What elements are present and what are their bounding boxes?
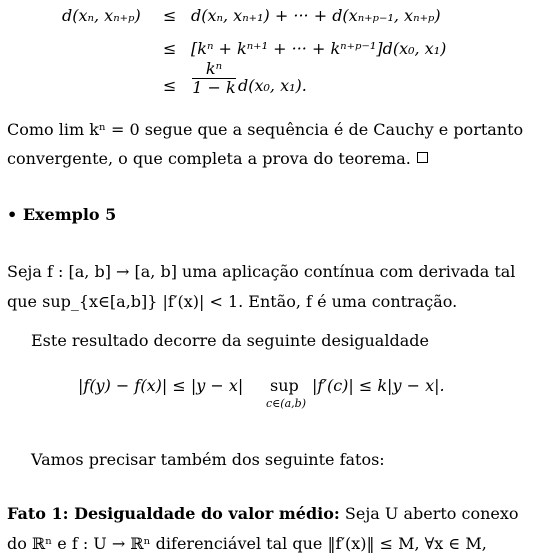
qed-square-icon bbox=[417, 152, 428, 163]
para3-line1: Este resultado decorre da seguinte desigualdade bbox=[31, 331, 429, 350]
ineq-rhs-3-tail: d(x₀, x₁). bbox=[238, 76, 307, 95]
bullet-icon: • bbox=[7, 205, 18, 224]
display2-sup: sup bbox=[270, 376, 299, 395]
display2-sub: c∈(a,b) bbox=[266, 397, 306, 410]
ineq-rel-3: ≤ bbox=[163, 76, 177, 95]
para1-line2-wrap bbox=[7, 149, 526, 169]
ineq-rhs-1: d(xₙ, xₙ₊₁) + ··· + d(xₙ₊ₚ₋₁, xₙ₊ₚ) bbox=[191, 6, 441, 25]
ineq-rhs-2: [kⁿ + kⁿ⁺¹ + ··· + kⁿ⁺ᵖ⁻¹]d(x₀, x₁) bbox=[191, 39, 447, 58]
para1-line1: Como lim kⁿ = 0 segue que a sequência é de Cauchy e portanto bbox=[7, 120, 524, 139]
ineq-lhs: d(xₙ, xₙ₊ₚ) bbox=[62, 6, 141, 25]
para1-line2: convergente, o que completa a prova do teorema. bbox=[7, 149, 411, 168]
display2-right: |f′(c)| ≤ k|y − x|. bbox=[312, 376, 445, 395]
example-heading bbox=[7, 205, 526, 225]
fraction-denominator: 1 − k bbox=[192, 78, 236, 97]
fato-line1-rest: Seja U aberto conexo bbox=[339, 504, 519, 523]
fraction-numerator: kⁿ bbox=[192, 60, 236, 79]
fato-line2: do ℝⁿ e f : U → ℝⁿ diferenciável tal que ‖f′(x)‖ ≤ M, ∀x ∈ M, bbox=[7, 534, 487, 553]
para4-line1: Vamos precisar também dos seguinte fatos: bbox=[31, 450, 385, 469]
fato-label: Fato 1: Desigualdade do valor médio: bbox=[7, 504, 340, 523]
display2-left: |f(y) − f(x)| ≤ |y − x| bbox=[78, 376, 244, 395]
para2-line2: que sup_{x∈[a,b]} |f′(x)| < 1. Então, f é uma contração. bbox=[7, 292, 458, 311]
ineq-rel-1: ≤ bbox=[163, 6, 177, 25]
example-title: Exemplo 5 bbox=[22, 205, 117, 224]
para2-line1: Seja f : [a, b] → [a, b] uma aplicação contínua com derivada tal bbox=[7, 262, 516, 281]
fato-line1 bbox=[7, 504, 526, 524]
ineq-rel-2: ≤ bbox=[163, 39, 177, 58]
ineq-fraction bbox=[192, 60, 236, 97]
